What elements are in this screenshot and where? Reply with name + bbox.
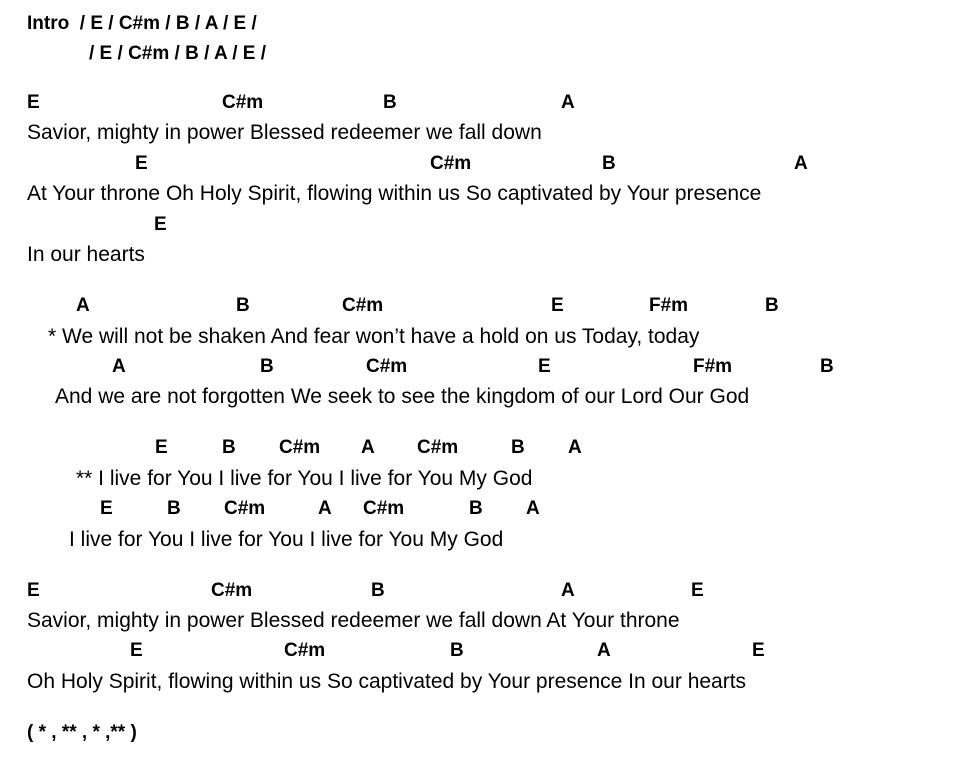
chord: B xyxy=(167,498,181,519)
chord: E xyxy=(155,437,168,458)
chord: C#m xyxy=(224,498,266,519)
lyric-line: * We will not be shaken And fear won’t have a hold on us Today, today xyxy=(48,325,700,348)
chord: E xyxy=(135,153,148,174)
chord: C#m xyxy=(430,153,472,174)
chord: B xyxy=(383,92,397,113)
chord: A xyxy=(318,498,332,519)
chord: B xyxy=(765,295,779,316)
chord: B xyxy=(820,356,834,377)
chord: F#m xyxy=(649,295,689,316)
chord: C#m xyxy=(363,498,405,519)
chord: E xyxy=(27,92,40,113)
chord: A xyxy=(76,295,90,316)
chord: C#m xyxy=(211,580,253,601)
lyric-line: In our hearts xyxy=(27,243,145,266)
chord: B xyxy=(222,437,236,458)
chord: C#m xyxy=(284,640,326,661)
chord: B xyxy=(511,437,525,458)
chord: A xyxy=(561,92,575,113)
chord: B xyxy=(450,640,464,661)
chord: E xyxy=(691,580,704,601)
lyric-line: At Your throne Oh Holy Spirit, flowing within us So captivated by Your presence xyxy=(27,182,762,205)
lyric-line: Savior, mighty in power Blessed redeemer we fall down xyxy=(27,121,542,144)
lyric-line: Oh Holy Spirit, flowing within us So captivated by Your presence In our hearts xyxy=(27,670,747,693)
chord: C#m xyxy=(417,437,459,458)
chord: C#m xyxy=(342,295,384,316)
chord: A xyxy=(794,153,808,174)
chord: A xyxy=(112,356,126,377)
chord: E xyxy=(100,498,113,519)
chord: C#m xyxy=(366,356,408,377)
chord: E xyxy=(752,640,765,661)
chord: B xyxy=(260,356,274,377)
chord: A xyxy=(597,640,611,661)
intro-line-2: / E / C#m / B / A / E / xyxy=(89,43,267,64)
chord: A xyxy=(568,437,582,458)
chord: A xyxy=(361,437,375,458)
lyric-line: Savior, mighty in power Blessed redeemer we fall down At Your throne xyxy=(27,609,680,632)
chord: B xyxy=(469,498,483,519)
chord: F#m xyxy=(693,356,733,377)
chord: B xyxy=(371,580,385,601)
lyric-line: ** I live for You I live for You I live for You My God xyxy=(76,467,533,490)
chord: A xyxy=(526,498,540,519)
chord: E xyxy=(27,580,40,601)
intro-line-1: Intro / E / C#m / B / A / E / xyxy=(27,13,257,34)
lyric-line: And we are not forgotten We seek to see the kingdom of our Lord Our God xyxy=(55,385,750,408)
chord: E xyxy=(551,295,564,316)
chord: C#m xyxy=(279,437,321,458)
chord: C#m xyxy=(222,92,264,113)
chord: E xyxy=(538,356,551,377)
song-order: ( * , ** , * ,** ) xyxy=(27,722,137,743)
chord: B xyxy=(602,153,616,174)
lyric-line: I live for You I live for You I live for You My God xyxy=(69,528,504,551)
chord: E xyxy=(154,214,167,235)
chord: B xyxy=(236,295,250,316)
chord: E xyxy=(130,640,143,661)
chord: A xyxy=(561,580,575,601)
